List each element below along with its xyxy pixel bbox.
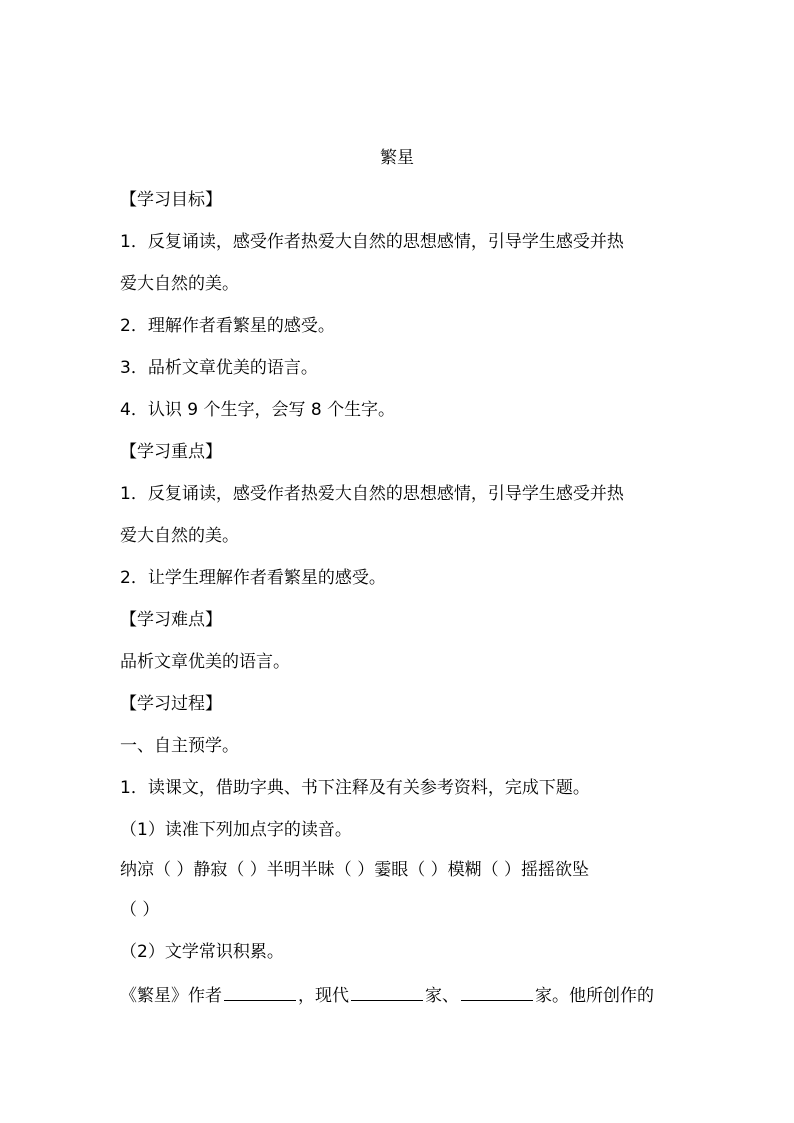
objective-4: 4．认识 9 个生字，会写 8 个生字。	[120, 400, 396, 420]
objective-3: 3．品析文章优美的语言。	[120, 358, 318, 378]
literature-text-3: 家、	[425, 986, 459, 1006]
objective-2: 2．理解作者看繁星的感受。	[120, 316, 335, 336]
task-1: 1．读课文，借助字典、书下注释及有关参考资料，完成下题。	[120, 778, 590, 798]
key-points-heading: 【学习重点】	[120, 442, 222, 462]
role-blank-2[interactable]	[461, 982, 533, 1001]
objective-1-line-2: 爱大自然的美。	[120, 274, 239, 294]
subtask-2: （2）文学常识积累。	[120, 942, 284, 962]
key-point-2: 2．让学生理解作者看繁星的感受。	[120, 568, 386, 588]
objectives-heading: 【学习目标】	[120, 190, 222, 210]
role-blank-1[interactable]	[351, 982, 423, 1001]
pronunciation-words-line-1: 纳凉（ ）静寂（ ）半明半昧（ ）霎眼（ ）模糊（ ）摇摇欲坠	[120, 860, 590, 880]
process-heading: 【学习过程】	[120, 694, 222, 714]
literature-text-4: 家。他所创作的	[535, 986, 654, 1006]
author-blank[interactable]	[224, 982, 296, 1001]
difficulty-heading: 【学习难点】	[120, 610, 222, 630]
literature-text-1: 《繁星》作者	[120, 986, 222, 1006]
page-title: 繁星	[380, 148, 414, 168]
literature-fill-line	[120, 982, 680, 1008]
objective-1-line-1: 1．反复诵读，感受作者热爱大自然的思想感情，引导学生感受并热	[120, 232, 624, 252]
subtask-1: （1）读准下列加点字的读音。	[120, 820, 352, 840]
literature-text-2: ，现代	[298, 986, 349, 1006]
pronunciation-words-line-2: （ ）	[120, 900, 160, 920]
difficulty-1: 品析文章优美的语言。	[120, 652, 290, 672]
section-self-study: 一、自主预学。	[120, 736, 239, 756]
key-point-1-line-2: 爱大自然的美。	[120, 526, 239, 546]
key-point-1-line-1: 1．反复诵读，感受作者热爱大自然的思想感情，引导学生感受并热	[120, 484, 624, 504]
